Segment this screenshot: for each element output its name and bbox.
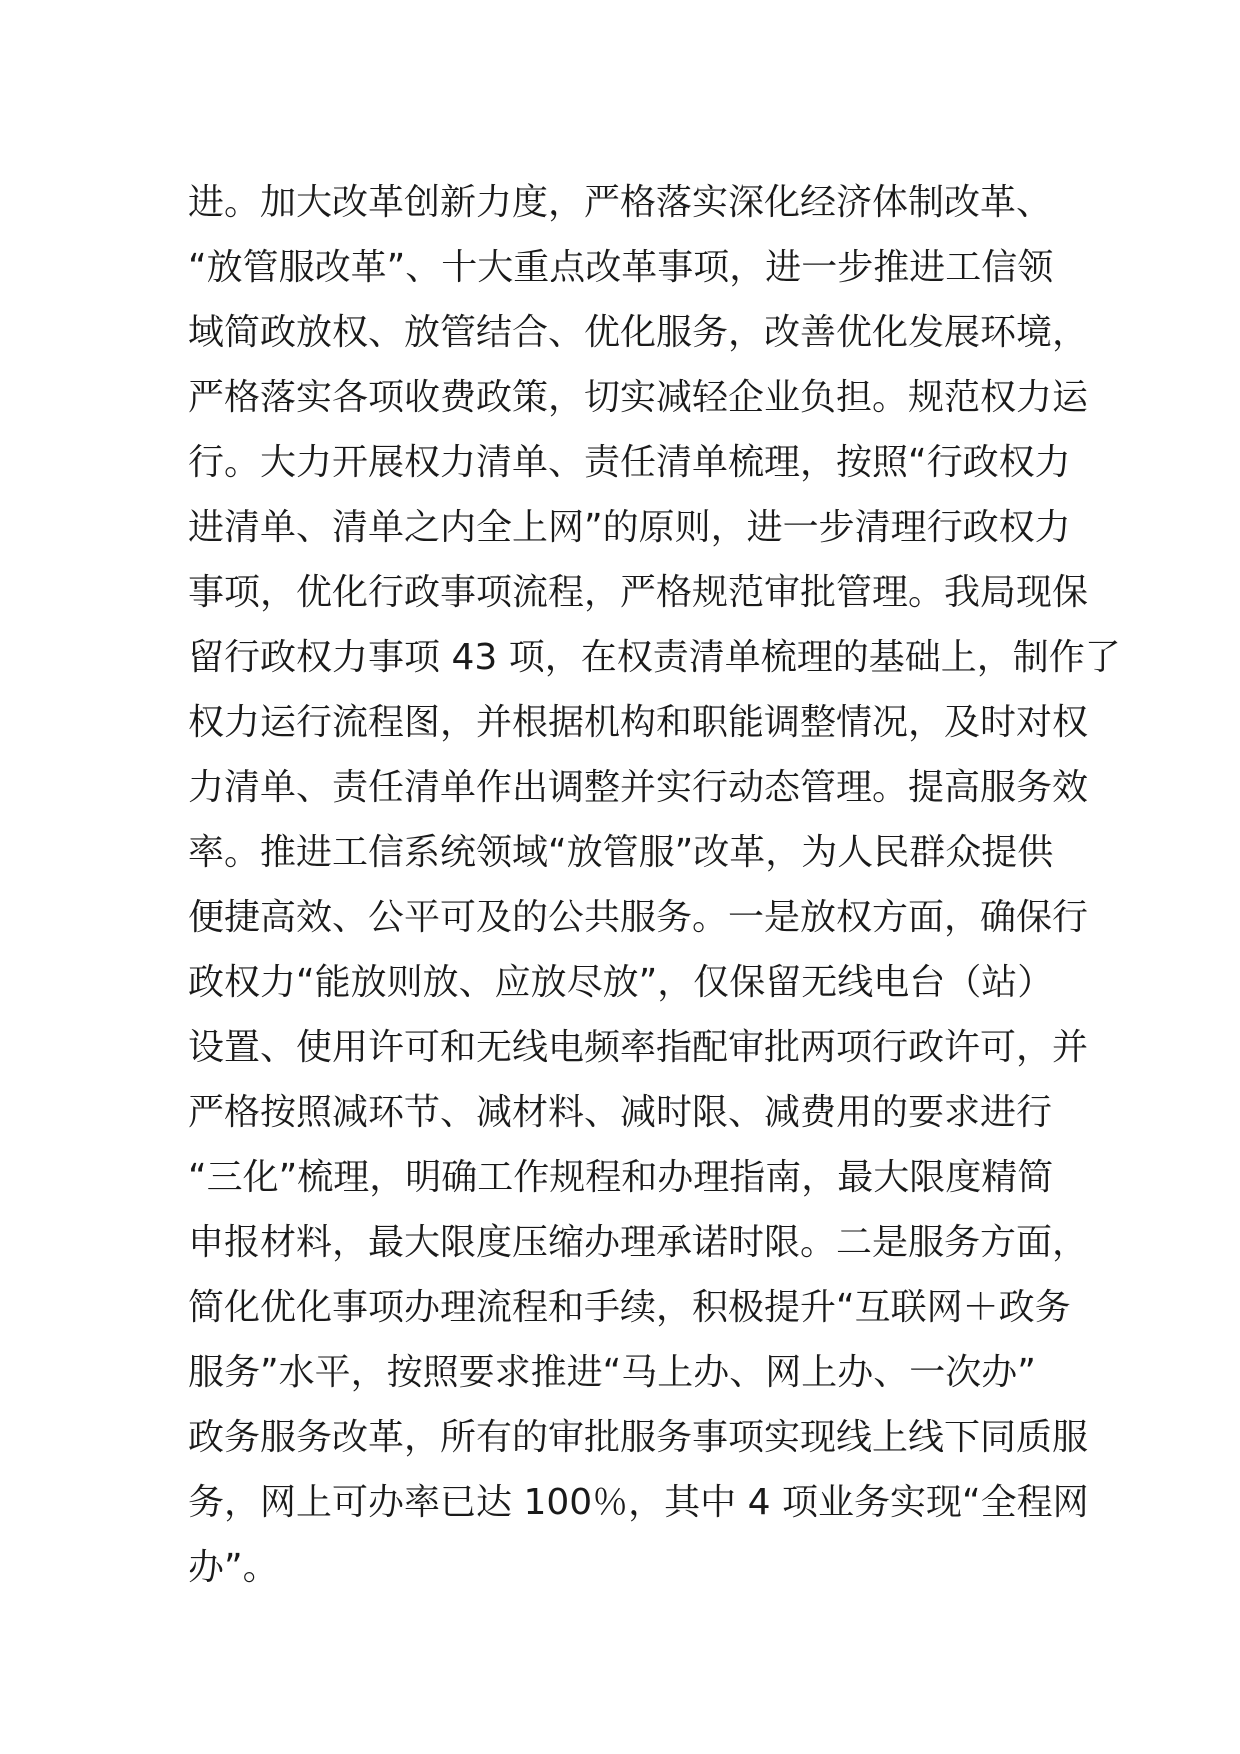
text-line-17: 申报材料，最大限度压缩办理承诺时限。二是服务方面， [188, 1222, 1089, 1263]
text-line-2: “放管服改革”、十大重点改革事项，进一步推进工信领 [188, 247, 1054, 288]
text-line-20: 政务服务改革，所有的审批服务事项实现线上线下同质服 [188, 1417, 1089, 1458]
text-line-7: 事项，优化行政事项流程，严格规范审批管理。我局现保 [188, 572, 1089, 613]
text-line-9: 权力运行流程图，并根据机构和职能调整情况，及时对权 [188, 702, 1089, 743]
text-line-18: 简化优化事项办理流程和手续，积极提升“互联网＋政务 [188, 1287, 1071, 1328]
text-line-15: 严格按照减环节、减材料、减时限、减费用的要求进行 [188, 1092, 1053, 1133]
text-line-1: 进。加大改革创新力度，严格落实深化经济体制改革、 [188, 182, 1053, 223]
text-line-19: 服务”水平，按照要求推进“马上办、网上办、一次办” [188, 1352, 1036, 1393]
text-line-4: 严格落实各项收费政策，切实减轻企业负担。规范权力运 [188, 377, 1089, 418]
text-line-8: 留行政权力事项 43 项，在权责清单梳理的基础上，制作了 [188, 637, 1121, 678]
text-line-10: 力清单、责任清单作出调整并实行动态管理。提高服务效 [188, 767, 1089, 808]
text-line-3: 域简政放权、放管结合、优化服务，改善优化发展环境， [188, 312, 1089, 353]
text-line-6: 进清单、清单之内全上网”的原则，进一步清理行政权力 [188, 507, 1071, 548]
text-line-16: “三化”梳理，明确工作规程和办理指南，最大限度精简 [188, 1157, 1054, 1198]
text-line-5: 行。大力开展权力清单、责任清单梳理，按照“行政权力 [188, 442, 1071, 483]
text-line-13: 政权力“能放则放、应放尽放”，仅保留无线电台（站） [188, 962, 1054, 1003]
text-line-11: 率。推进工信系统领域“放管服”改革，为人民群众提供 [188, 832, 1054, 873]
text-line-21: 务，网上可办率已达 100％，其中 4 项业务实现“全程网 [188, 1482, 1089, 1523]
text-line-12: 便捷高效、公平可及的公共服务。一是放权方面，确保行 [188, 897, 1089, 938]
body-paragraph [188, 170, 1121, 1600]
text-line-22: 办”。 [188, 1547, 279, 1588]
text-line-14: 设置、使用许可和无线电频率指配审批两项行政许可，并 [188, 1027, 1089, 1068]
